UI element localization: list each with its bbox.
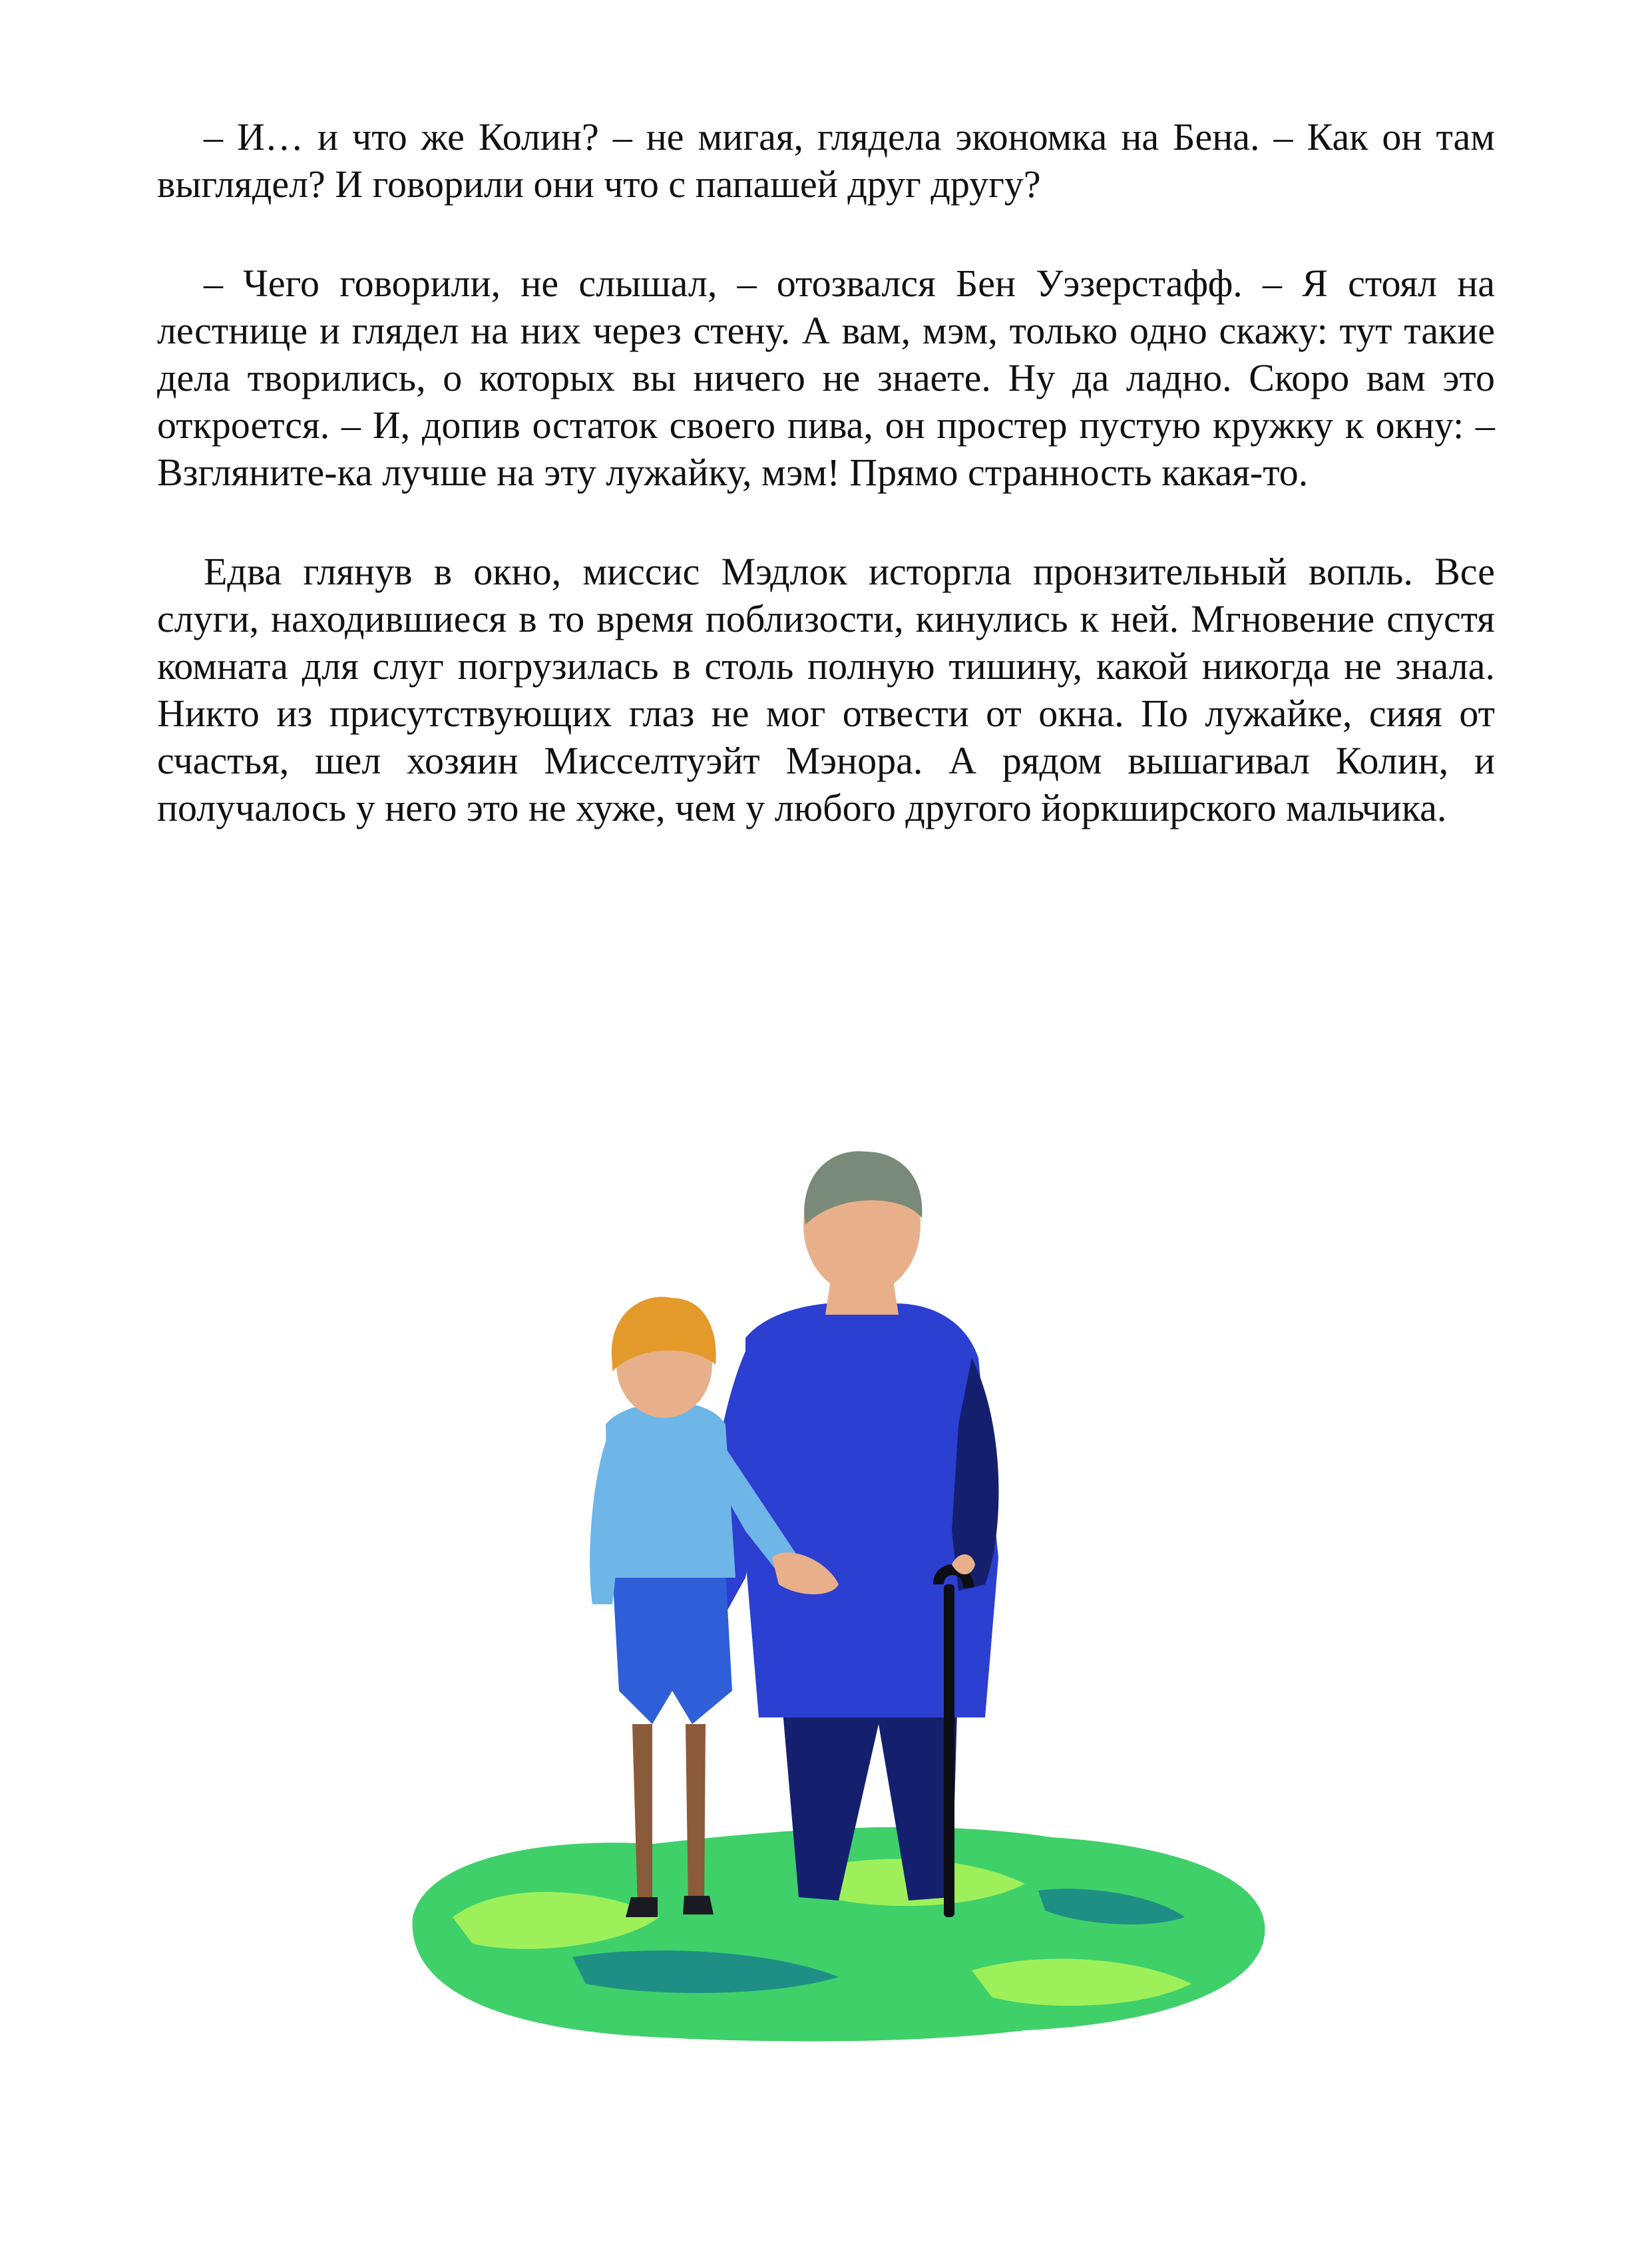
paragraph-narration: Едва глянув в окно, миссис Мэдлок исторгла пронзительный вопль. Все слуги, находившиеся в то время поблизости, кинулись к ней. Мгновение спустя комната для слуг погрузилась в столь полную тишину, какой никогда не знала. Никто из присутствующих глаз не мог отвести от окна. По лужайке, сияя от счастья, шел хозяин Мисселтуэйт Мэнора. А рядом вышагивал Колин, и получалось у него это не хуже, чем у любого другого йоркширского мальчика.	[157, 550, 1495, 829]
paragraph-dialogue-2: – Чего говорили, не слышал, – отозвался Бен Уэзерстафф. – Я стоял на лестнице и глядел на них через стену. А вам, мэм, только одно скажу: тут такие дела творились, о которых вы ничего не знаете. Ну да ладно. Скоро вам это откроется. – И, допив остаток своего пива, он простер пустую кружку к окну: – Взгляните-ка лучше на эту лужайку, мэм! Прямо странность какая-то.	[157, 262, 1495, 494]
story-text	[157, 113, 1495, 831]
paragraph-dialogue-1: – И… и что же Колин? – не мигая, глядела экономка на Бена. – Как он там выглядел? И говорили они что с папашей друг другу?	[157, 115, 1495, 206]
illustration-boy-and-father-icon	[373, 1052, 1305, 2104]
